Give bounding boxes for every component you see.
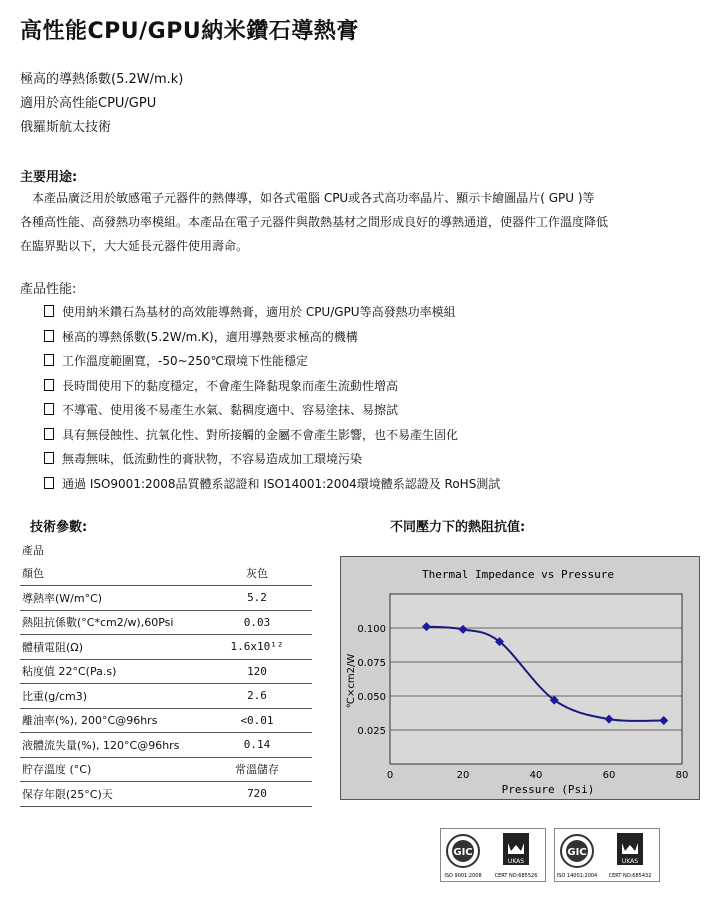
badge-caption: CERT NO:685432 [608, 873, 652, 879]
spec-value: 1.6x10¹² [200, 635, 312, 660]
spec-value: 灰色 [200, 562, 312, 586]
table-header-row [20, 538, 312, 562]
checkbox-icon [44, 428, 54, 440]
spec-value: 120 [200, 659, 312, 684]
chart-heading: 不同壓力下的熱阻抗值: [390, 520, 526, 535]
list-item: 使用納米鑽石為基材的高效能導熱膏，適用於 CPU/GPU等高發熱功率模組 [44, 300, 500, 325]
usage-paragraph [20, 186, 680, 258]
intro-line: 極高的導熱係數(5.2W/m.k) [20, 72, 184, 87]
performance-list [44, 300, 500, 496]
checkbox-icon [44, 477, 54, 489]
spec-label: 熱阻抗係數(°C*cm2/w),60Psi [20, 610, 200, 635]
spec-label: 液體流失量(%), 120°C@96hrs [20, 733, 200, 758]
y-tick-label: 0.025 [357, 726, 386, 737]
list-item: 不導電、使用後不易產生水氣、黏稠度適中、容易塗抹、易擦試 [44, 398, 500, 423]
table-row [20, 659, 312, 684]
intro-line: 俄羅斯航太技術 [20, 120, 112, 135]
gic-logo-text: GIC [453, 847, 473, 858]
list-item: 通過 ISO9001:2008品質體系認證和 ISO14001:2004環境體系認證及 RoHS測試 [44, 472, 500, 497]
table-row [20, 733, 312, 758]
x-tick-label: 20 [456, 770, 470, 781]
ukas-mark: UKAS [621, 858, 639, 865]
intro-block [20, 68, 183, 140]
spec-label: 離油率(%), 200°C@96hrs [20, 708, 200, 733]
y-axis-label: ℃×cm2/W [346, 653, 357, 709]
list-item: 無毒無味，低流動性的膏狀物，不容易造成加工環境污染 [44, 447, 500, 472]
spec-label: 導熱率(W/m°C) [20, 586, 200, 611]
chart-title: Thermal Impedance vs Pressure [421, 568, 615, 581]
spec-value: <0.01 [200, 708, 312, 733]
y-tick-label: 0.100 [357, 624, 386, 635]
table-row [20, 684, 312, 709]
spec-label: 保存年限(25°C)天 [20, 782, 200, 807]
x-tick-label: 40 [529, 770, 543, 781]
badge-caption: ISO 14001:2004 [556, 873, 598, 879]
table-row [20, 610, 312, 635]
spec-label: 體積電阻(Ω) [20, 635, 200, 660]
table-row [20, 562, 312, 586]
spec-value: 0.14 [200, 733, 312, 758]
badge-caption: ISO 9001:2008 [444, 873, 482, 879]
y-tick-label: 0.075 [357, 658, 386, 669]
checkbox-icon [44, 379, 54, 391]
intro-line: 適用於高性能CPU/GPU [20, 96, 157, 111]
checkbox-icon [44, 354, 54, 366]
performance-heading: 產品性能: [20, 282, 77, 297]
list-item: 工作溫度範圍寬，-50~250℃環境下性能穩定 [44, 349, 500, 374]
table-cell: 產品 [22, 543, 44, 557]
usage-heading: 主要用途: [20, 170, 78, 185]
checkbox-icon [44, 403, 54, 415]
list-item: 長時間使用下的黏度穩定，不會產生降黏現象而產生流動性增高 [44, 374, 500, 399]
table-row [20, 757, 312, 782]
spec-value: 2.6 [200, 684, 312, 709]
table-row [20, 635, 312, 660]
x-tick-label: 0 [386, 770, 394, 781]
usage-line: 各種高性能、高發熱功率模組。本產品在電子元器件與散熱基材之間形成良好的導熱通道，使器件工作溫度降低 [20, 215, 609, 229]
checkbox-icon [44, 452, 54, 464]
usage-line: 在臨界點以下，大大延長元器件使用壽命。 [20, 239, 249, 253]
ukas-mark: UKAS [507, 858, 525, 865]
x-tick-label: 60 [602, 770, 616, 781]
spec-label: 顏色 [20, 562, 200, 586]
table-row [20, 586, 312, 611]
page-title: 高性能CPU/GPU納米鑽石導熱膏 [20, 19, 359, 44]
spec-value: 常溫儲存 [200, 757, 312, 782]
spec-value: 0.03 [200, 610, 312, 635]
y-tick-label: 0.050 [357, 692, 386, 703]
usage-line: 本產品廣泛用於敏感電子元器件的熱傳導，如各式電腦 CPU或各式高功率晶片、顯示卡繪圖晶片( GPU )等 [20, 191, 595, 205]
x-axis-label: Pressure (Psi) [501, 783, 595, 796]
table-cell [200, 538, 312, 562]
checkbox-icon [44, 305, 54, 317]
list-item: 極高的導熱係數(5.2W/m.K)，適用導熱要求極高的機構 [44, 325, 500, 350]
spec-label: 貯存溫度 (°C) [20, 757, 200, 782]
spec-label: 粘度值 22°C(Pa.s) [20, 659, 200, 684]
spec-heading: 技術參數: [30, 520, 88, 535]
x-tick-label: 80 [675, 770, 689, 781]
spec-label: 比重(g/cm3) [20, 684, 200, 709]
table-row [20, 708, 312, 733]
checkbox-icon [44, 330, 54, 342]
spec-table [20, 538, 312, 807]
spec-value: 5.2 [200, 586, 312, 611]
table-row [20, 782, 312, 807]
list-item: 具有無侵蝕性、抗氧化性、對所接觸的金屬不會產生影響，也不易產生固化 [44, 423, 500, 448]
iso14001-badge [554, 828, 660, 882]
spec-value: 720 [200, 782, 312, 807]
thermal-impedance-chart [340, 556, 700, 800]
iso9001-badge [440, 828, 546, 882]
plot-area [390, 594, 682, 764]
badge-caption: CERT NO:685526 [494, 873, 538, 879]
gic-logo-text: GIC [567, 847, 587, 858]
